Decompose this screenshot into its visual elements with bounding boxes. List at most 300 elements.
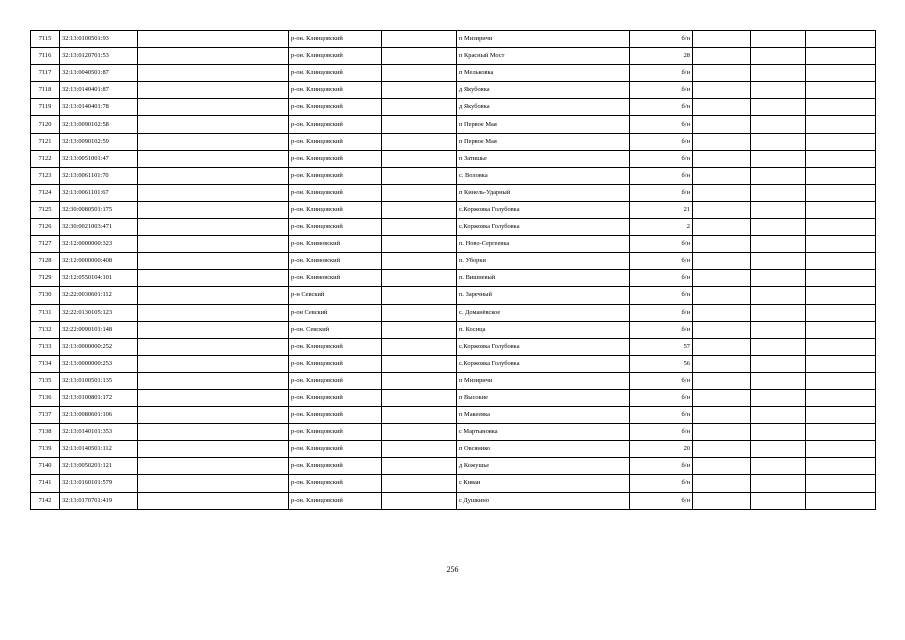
table-row xyxy=(31,65,876,82)
house-number-cell: б/н xyxy=(630,150,693,167)
house-number-cell: б/н xyxy=(630,82,693,99)
row-number-cell: 7139 xyxy=(31,441,60,458)
empty-cell xyxy=(806,201,876,218)
locality-cell: с Мартыновка xyxy=(457,424,630,441)
cadastral-number-cell: 32:13:0040501:87 xyxy=(60,65,138,82)
empty-cell xyxy=(138,65,289,82)
empty-cell xyxy=(138,441,289,458)
empty-cell xyxy=(382,150,457,167)
empty-cell xyxy=(751,99,806,116)
empty-cell xyxy=(382,372,457,389)
empty-cell xyxy=(806,407,876,424)
district-cell: р-он. Климовский xyxy=(289,270,382,287)
empty-cell xyxy=(751,201,806,218)
empty-cell xyxy=(751,219,806,236)
row-number-cell: 7134 xyxy=(31,355,60,372)
empty-cell xyxy=(693,270,751,287)
house-number-cell: б/н xyxy=(630,475,693,492)
empty-cell xyxy=(382,407,457,424)
house-number-cell: б/н xyxy=(630,287,693,304)
district-cell: р-он. Клинцовский xyxy=(289,150,382,167)
row-number-cell: 7119 xyxy=(31,99,60,116)
empty-cell xyxy=(138,99,289,116)
house-number-cell: 57 xyxy=(630,338,693,355)
empty-cell xyxy=(138,184,289,201)
empty-cell xyxy=(693,372,751,389)
district-cell: р-он. Клинцовский xyxy=(289,475,382,492)
district-cell: р-он. Клинцовский xyxy=(289,116,382,133)
row-number-cell: 7128 xyxy=(31,253,60,270)
empty-cell xyxy=(806,389,876,406)
empty-cell xyxy=(806,48,876,65)
empty-cell xyxy=(138,236,289,253)
empty-cell xyxy=(751,48,806,65)
empty-cell xyxy=(693,492,751,509)
locality-cell: с. Доманёвское xyxy=(457,304,630,321)
empty-cell xyxy=(693,150,751,167)
district-cell: р-он. Клинцовский xyxy=(289,389,382,406)
table-row xyxy=(31,236,876,253)
empty-cell xyxy=(693,287,751,304)
empty-cell xyxy=(382,321,457,338)
cadastral-number-cell: 32:22:0130105:123 xyxy=(60,304,138,321)
empty-cell xyxy=(382,458,457,475)
empty-cell xyxy=(138,82,289,99)
cadastral-number-cell: 32:13:0051001:47 xyxy=(60,150,138,167)
empty-cell xyxy=(751,321,806,338)
cadastral-number-cell: 32:13:0170701:419 xyxy=(60,492,138,509)
empty-cell xyxy=(382,99,457,116)
empty-cell xyxy=(751,150,806,167)
empty-cell xyxy=(138,424,289,441)
empty-cell xyxy=(693,48,751,65)
cadastral-number-cell: 32:13:0061101:67 xyxy=(60,184,138,201)
row-number-cell: 7141 xyxy=(31,475,60,492)
empty-cell xyxy=(382,116,457,133)
locality-cell: п Первое Мая xyxy=(457,116,630,133)
district-cell: р-он. Клинцовский xyxy=(289,65,382,82)
empty-cell xyxy=(806,99,876,116)
row-number-cell: 7121 xyxy=(31,133,60,150)
empty-cell xyxy=(138,116,289,133)
cadastral-number-cell: 32:13:0160101:579 xyxy=(60,475,138,492)
locality-cell: п Затишье xyxy=(457,150,630,167)
empty-cell xyxy=(806,65,876,82)
cadastral-number-cell: 32:12:0550104:101 xyxy=(60,270,138,287)
empty-cell xyxy=(751,253,806,270)
table-row xyxy=(31,424,876,441)
empty-cell xyxy=(138,48,289,65)
cadastral-number-cell: 32:13:0000000:252 xyxy=(60,338,138,355)
locality-cell: д Кожушье xyxy=(457,458,630,475)
empty-cell xyxy=(382,338,457,355)
empty-cell xyxy=(806,458,876,475)
table-row xyxy=(31,201,876,218)
locality-cell: с Киваи xyxy=(457,475,630,492)
empty-cell xyxy=(138,389,289,406)
locality-cell: п Высокие xyxy=(457,389,630,406)
house-number-cell: б/н xyxy=(630,407,693,424)
cadastral-number-cell: 32:13:0120701:53 xyxy=(60,48,138,65)
table-row xyxy=(31,338,876,355)
locality-cell: с.Коржовка Голубовка xyxy=(457,219,630,236)
empty-cell xyxy=(138,253,289,270)
cadastral-number-cell: 32:13:0100801:172 xyxy=(60,389,138,406)
district-cell: р-н Севский xyxy=(289,287,382,304)
cadastral-number-cell: 32:22:0030601:112 xyxy=(60,287,138,304)
cadastral-number-cell: 32:13:0140501:112 xyxy=(60,441,138,458)
cadastral-number-cell: 32:30:0021003:471 xyxy=(60,219,138,236)
empty-cell xyxy=(382,184,457,201)
cadastral-number-cell: 32:13:0000000:253 xyxy=(60,355,138,372)
district-cell: р-он. Клинцовский xyxy=(289,48,382,65)
district-cell: р-он. Клинцовский xyxy=(289,184,382,201)
empty-cell xyxy=(138,287,289,304)
locality-cell: п Овсянико xyxy=(457,441,630,458)
empty-cell xyxy=(382,424,457,441)
house-number-cell: б/н xyxy=(630,133,693,150)
empty-cell xyxy=(138,219,289,236)
row-number-cell: 7136 xyxy=(31,389,60,406)
empty-cell xyxy=(693,65,751,82)
table-row xyxy=(31,219,876,236)
empty-cell xyxy=(382,270,457,287)
locality-cell: п. Ново-Сергеевка xyxy=(457,236,630,253)
empty-cell xyxy=(138,201,289,218)
house-number-cell: б/н xyxy=(630,270,693,287)
empty-cell xyxy=(138,133,289,150)
empty-cell xyxy=(693,82,751,99)
locality-cell: п Мизиричи xyxy=(457,31,630,48)
district-cell: р-он. Клинцовский xyxy=(289,458,382,475)
district-cell: р-он. Климовский xyxy=(289,253,382,270)
empty-cell xyxy=(806,253,876,270)
empty-cell xyxy=(138,372,289,389)
locality-cell: с.Коржовка Голубовка xyxy=(457,338,630,355)
district-cell: р-он. Клинцовский xyxy=(289,99,382,116)
table-row xyxy=(31,82,876,99)
empty-cell xyxy=(806,270,876,287)
row-number-cell: 7126 xyxy=(31,219,60,236)
house-number-cell: б/н xyxy=(630,65,693,82)
empty-cell xyxy=(693,116,751,133)
cadastral-number-cell: 32:13:0100501:93 xyxy=(60,31,138,48)
table-row xyxy=(31,150,876,167)
district-cell: р-он Севский xyxy=(289,304,382,321)
empty-cell xyxy=(806,475,876,492)
locality-cell: п Макеевка xyxy=(457,407,630,424)
row-number-cell: 7133 xyxy=(31,338,60,355)
row-number-cell: 7115 xyxy=(31,31,60,48)
empty-cell xyxy=(751,31,806,48)
district-cell: р-он. Климовский xyxy=(289,236,382,253)
house-number-cell: б/н xyxy=(630,458,693,475)
cadastral-number-cell: 32:13:0140401:87 xyxy=(60,82,138,99)
empty-cell xyxy=(382,389,457,406)
locality-cell: п. Уборки xyxy=(457,253,630,270)
empty-cell xyxy=(751,355,806,372)
row-number-cell: 7140 xyxy=(31,458,60,475)
cadastral-number-cell: 32:12:0000000:323 xyxy=(60,236,138,253)
house-number-cell: 28 xyxy=(630,48,693,65)
cadastral-number-cell: 32:13:0050201:121 xyxy=(60,458,138,475)
empty-cell xyxy=(382,492,457,509)
empty-cell xyxy=(382,236,457,253)
row-number-cell: 7122 xyxy=(31,150,60,167)
empty-cell xyxy=(693,407,751,424)
locality-cell: с. Воловка xyxy=(457,167,630,184)
table-row xyxy=(31,304,876,321)
empty-cell xyxy=(382,287,457,304)
empty-cell xyxy=(693,184,751,201)
table-row xyxy=(31,407,876,424)
row-number-cell: 7123 xyxy=(31,167,60,184)
empty-cell xyxy=(382,253,457,270)
table-row xyxy=(31,184,876,201)
house-number-cell: б/н xyxy=(630,236,693,253)
cadastral-number-cell: 32:13:0090102:59 xyxy=(60,133,138,150)
empty-cell xyxy=(138,338,289,355)
table-row xyxy=(31,31,876,48)
empty-cell xyxy=(138,458,289,475)
empty-cell xyxy=(138,270,289,287)
district-cell: р-он. Клинцовский xyxy=(289,407,382,424)
table-row xyxy=(31,458,876,475)
district-cell: р-он. Клинцовский xyxy=(289,31,382,48)
empty-cell xyxy=(751,475,806,492)
locality-cell: с Душкино xyxy=(457,492,630,509)
empty-cell xyxy=(806,355,876,372)
empty-cell xyxy=(693,424,751,441)
district-cell: р-он. Клинцовский xyxy=(289,82,382,99)
empty-cell xyxy=(806,167,876,184)
locality-cell: д Якубовка xyxy=(457,99,630,116)
district-cell: р-он. Клинцовский xyxy=(289,441,382,458)
empty-cell xyxy=(806,184,876,201)
empty-cell xyxy=(693,201,751,218)
district-cell: р-он. Клинцовский xyxy=(289,167,382,184)
empty-cell xyxy=(806,441,876,458)
cadastral-number-cell: 32:13:0140101:353 xyxy=(60,424,138,441)
empty-cell xyxy=(382,65,457,82)
empty-cell xyxy=(693,31,751,48)
row-number-cell: 7132 xyxy=(31,321,60,338)
row-number-cell: 7137 xyxy=(31,407,60,424)
empty-cell xyxy=(138,167,289,184)
cadastral-number-cell: 32:12:0000000:408 xyxy=(60,253,138,270)
empty-cell xyxy=(382,167,457,184)
table-row xyxy=(31,167,876,184)
table-row xyxy=(31,253,876,270)
table-row xyxy=(31,270,876,287)
house-number-cell: б/н xyxy=(630,372,693,389)
house-number-cell: б/н xyxy=(630,389,693,406)
table-row xyxy=(31,389,876,406)
empty-cell xyxy=(693,338,751,355)
empty-cell xyxy=(693,389,751,406)
empty-cell xyxy=(806,31,876,48)
locality-cell: д Якубовка xyxy=(457,82,630,99)
empty-cell xyxy=(751,407,806,424)
empty-cell xyxy=(806,287,876,304)
empty-cell xyxy=(751,424,806,441)
locality-cell: п Первое Мая xyxy=(457,133,630,150)
district-cell: р-он. Клинцовский xyxy=(289,372,382,389)
table-body xyxy=(31,31,876,510)
district-cell: р-он. Севский xyxy=(289,321,382,338)
row-number-cell: 7130 xyxy=(31,287,60,304)
table-row xyxy=(31,475,876,492)
empty-cell xyxy=(751,372,806,389)
empty-cell xyxy=(382,304,457,321)
district-cell: р-он. Клинцовский xyxy=(289,338,382,355)
house-number-cell: б/н xyxy=(630,321,693,338)
house-number-cell: б/н xyxy=(630,167,693,184)
house-number-cell: б/н xyxy=(630,424,693,441)
house-number-cell: б/н xyxy=(630,99,693,116)
empty-cell xyxy=(138,321,289,338)
empty-cell xyxy=(382,219,457,236)
table-row xyxy=(31,133,876,150)
table-row xyxy=(31,441,876,458)
house-number-cell: 2 xyxy=(630,219,693,236)
table-row xyxy=(31,321,876,338)
locality-cell: с.Коржовка Голубовка xyxy=(457,201,630,218)
house-number-cell: б/н xyxy=(630,304,693,321)
empty-cell xyxy=(382,82,457,99)
locality-cell: п Мельковка xyxy=(457,65,630,82)
house-number-cell: б/н xyxy=(630,492,693,509)
empty-cell xyxy=(751,236,806,253)
empty-cell xyxy=(806,236,876,253)
locality-cell: с.Коржовка Голубовка xyxy=(457,355,630,372)
empty-cell xyxy=(138,150,289,167)
empty-cell xyxy=(693,458,751,475)
row-number-cell: 7131 xyxy=(31,304,60,321)
locality-cell: п. Косица xyxy=(457,321,630,338)
empty-cell xyxy=(806,321,876,338)
empty-cell xyxy=(693,99,751,116)
table-row xyxy=(31,492,876,509)
row-number-cell: 7117 xyxy=(31,65,60,82)
row-number-cell: 7142 xyxy=(31,492,60,509)
empty-cell xyxy=(806,338,876,355)
house-number-cell: 56 xyxy=(630,355,693,372)
cadastral-number-cell: 32:30:0080501:175 xyxy=(60,201,138,218)
district-cell: р-он. Клинцовский xyxy=(289,133,382,150)
house-number-cell: 20 xyxy=(630,441,693,458)
row-number-cell: 7124 xyxy=(31,184,60,201)
registry-table xyxy=(30,30,876,510)
page-number: 256 xyxy=(446,565,459,574)
empty-cell xyxy=(382,441,457,458)
locality-cell: п Мизиричи xyxy=(457,372,630,389)
empty-cell xyxy=(806,133,876,150)
empty-cell xyxy=(751,389,806,406)
empty-cell xyxy=(806,372,876,389)
empty-cell xyxy=(138,355,289,372)
table-row xyxy=(31,372,876,389)
house-number-cell: б/н xyxy=(630,253,693,270)
empty-cell xyxy=(806,219,876,236)
row-number-cell: 7127 xyxy=(31,236,60,253)
row-number-cell: 7118 xyxy=(31,82,60,99)
empty-cell xyxy=(693,253,751,270)
empty-cell xyxy=(751,82,806,99)
empty-cell xyxy=(693,236,751,253)
table-row xyxy=(31,48,876,65)
district-cell: р-он. Клинцовский xyxy=(289,355,382,372)
table-row xyxy=(31,355,876,372)
empty-cell xyxy=(138,31,289,48)
row-number-cell: 7125 xyxy=(31,201,60,218)
empty-cell xyxy=(382,475,457,492)
district-cell: р-он. Клинцовский xyxy=(289,201,382,218)
empty-cell xyxy=(751,116,806,133)
empty-cell xyxy=(751,184,806,201)
empty-cell xyxy=(751,270,806,287)
district-cell: р-он. Клинцовский xyxy=(289,219,382,236)
empty-cell xyxy=(806,304,876,321)
empty-cell xyxy=(806,492,876,509)
empty-cell xyxy=(693,355,751,372)
locality-cell: п. Заречный xyxy=(457,287,630,304)
empty-cell xyxy=(138,304,289,321)
empty-cell xyxy=(138,475,289,492)
empty-cell xyxy=(806,150,876,167)
empty-cell xyxy=(751,167,806,184)
row-number-cell: 7129 xyxy=(31,270,60,287)
empty-cell xyxy=(806,82,876,99)
empty-cell xyxy=(693,321,751,338)
empty-cell xyxy=(693,475,751,492)
empty-cell xyxy=(693,167,751,184)
empty-cell xyxy=(382,31,457,48)
empty-cell xyxy=(751,133,806,150)
empty-cell xyxy=(693,133,751,150)
house-number-cell: б/н xyxy=(630,116,693,133)
empty-cell xyxy=(693,441,751,458)
row-number-cell: 7116 xyxy=(31,48,60,65)
empty-cell xyxy=(751,287,806,304)
empty-cell xyxy=(382,48,457,65)
locality-cell: п Кинель-Ударный xyxy=(457,184,630,201)
empty-cell xyxy=(693,304,751,321)
district-cell: р-он. Клинцовский xyxy=(289,492,382,509)
empty-cell xyxy=(382,355,457,372)
row-number-cell: 7135 xyxy=(31,372,60,389)
empty-cell xyxy=(751,458,806,475)
row-number-cell: 7138 xyxy=(31,424,60,441)
cadastral-number-cell: 32:13:0090102:58 xyxy=(60,116,138,133)
table-row xyxy=(31,287,876,304)
empty-cell xyxy=(806,424,876,441)
house-number-cell: б/н xyxy=(630,184,693,201)
cadastral-number-cell: 32:13:0140401:78 xyxy=(60,99,138,116)
row-number-cell: 7120 xyxy=(31,116,60,133)
empty-cell xyxy=(751,441,806,458)
empty-cell xyxy=(382,133,457,150)
table-row xyxy=(31,116,876,133)
empty-cell xyxy=(751,304,806,321)
empty-cell xyxy=(693,219,751,236)
empty-cell xyxy=(138,492,289,509)
empty-cell xyxy=(138,407,289,424)
empty-cell xyxy=(751,492,806,509)
empty-cell xyxy=(751,65,806,82)
house-number-cell: б/н xyxy=(630,31,693,48)
empty-cell xyxy=(806,116,876,133)
